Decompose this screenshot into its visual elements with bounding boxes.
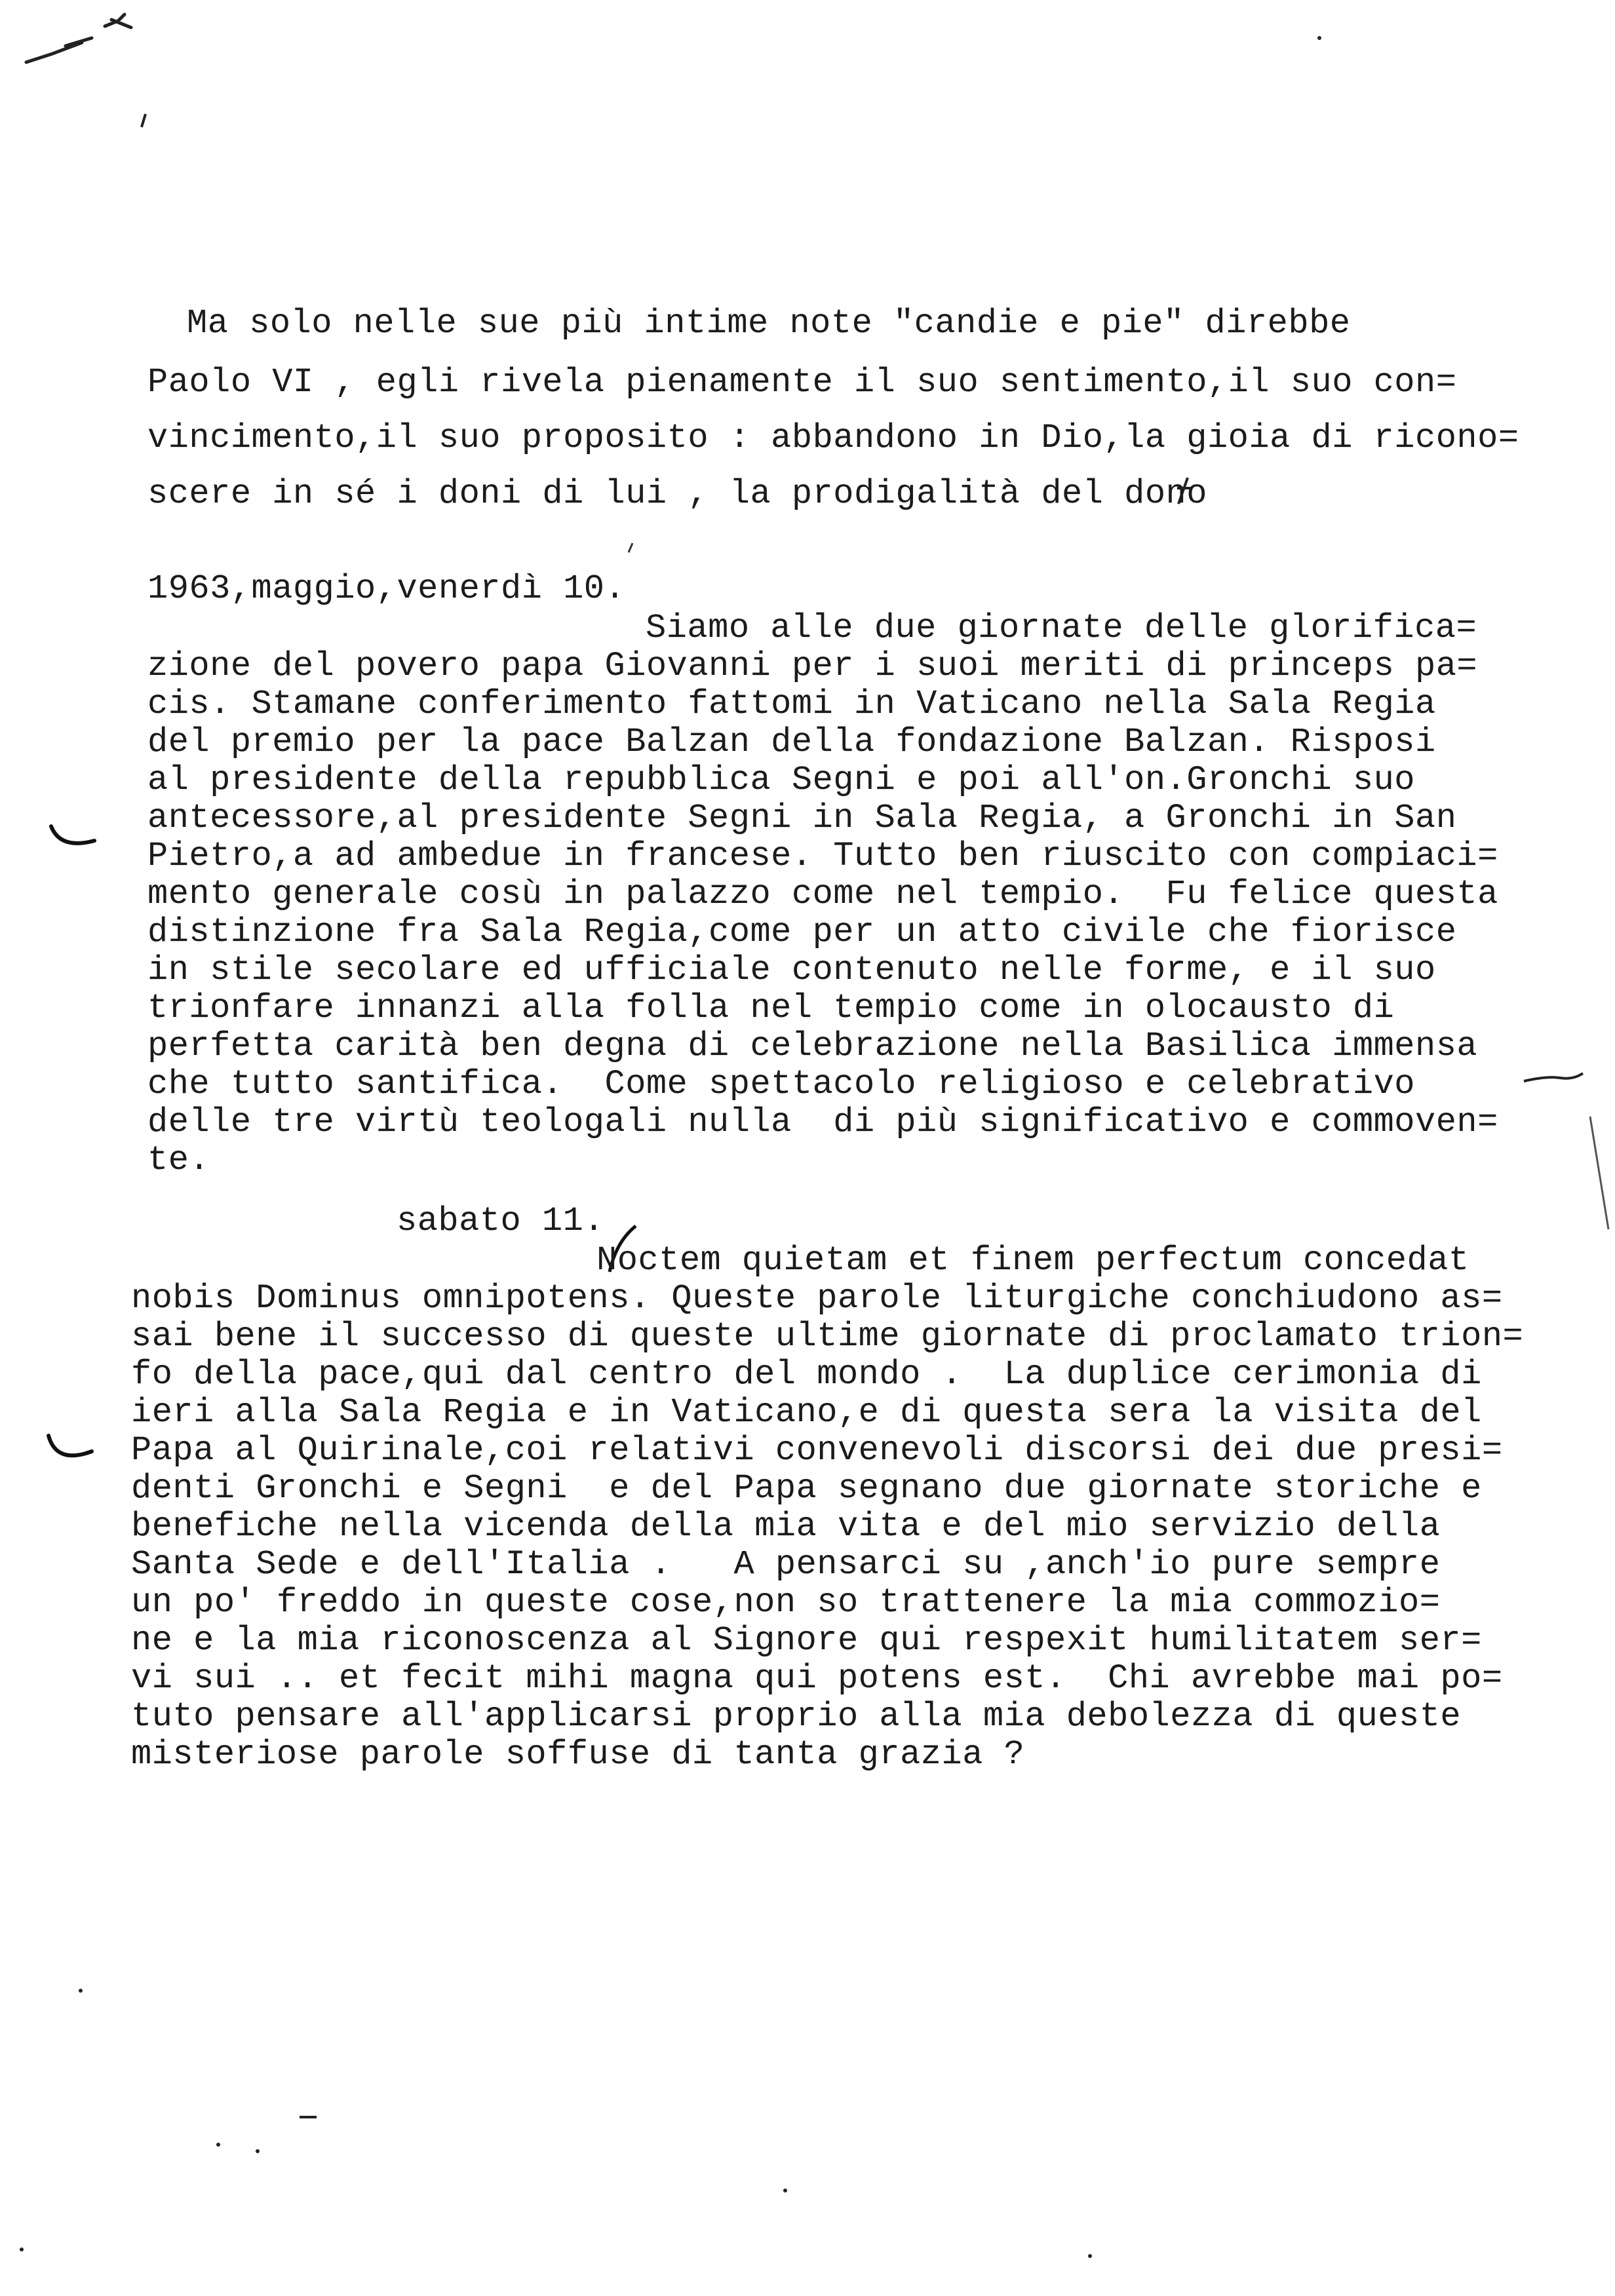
entry1-line: del premio per la pace Balzan della fondazione Balzan. Risposi xyxy=(147,723,1436,761)
entry2-line: Noctem quietam et finem perfectum concedat xyxy=(596,1241,1469,1280)
intro-line-1: Ma solo nelle sue più intime note "candie e pie" direbbe xyxy=(187,304,1351,343)
entry2-line: Papa al Quirinale,coi relativi convenevoli discorsi dei due presi= xyxy=(131,1431,1503,1470)
right-edge-line xyxy=(1586,1114,1612,1232)
entry1-line: antecessore,al presidente Segni in Sala Regia, a Gronchi in San xyxy=(147,799,1457,837)
entry2-line: tuto pensare all'applicarsi proprio alla mia debolezza di queste xyxy=(131,1697,1462,1736)
entry1-line: delle tre virtù teologali nulla di più significativo e commoven= xyxy=(147,1103,1498,1141)
stray-dot xyxy=(256,2149,260,2153)
stray-dot xyxy=(783,2189,787,2192)
entry2-line: denti Gronchi e Segni e del Papa segnano due giornate storiche e xyxy=(131,1469,1482,1508)
entry2-line: fo della pace,qui dal centro del mondo . La duplice cerimonia di xyxy=(131,1355,1482,1394)
entry2-line: un po' freddo in queste cose,non so trattenere la mia commozio= xyxy=(131,1583,1441,1622)
entry1-line: Siamo alle due giornate delle glorifica= xyxy=(646,609,1477,647)
entry1-line: mento generale cosù in palazzo come nel tempio. Fu felice questa xyxy=(147,875,1498,913)
intro-line-4: scere in sé i doni di lui , la prodigalità del dono xyxy=(147,474,1207,513)
intro-line-3: vincimento,il suo proposito : abbandono in Dio,la gioia di ricono= xyxy=(147,419,1519,457)
entry2-line: misteriose parole soffuse di tanta grazia ? xyxy=(131,1735,1025,1774)
stray-dot xyxy=(1317,36,1321,40)
entry1-line: zione del povero papa Giovanni per i suoi meriti di princeps pa= xyxy=(147,647,1478,685)
stray-dot xyxy=(216,2143,220,2147)
corner-scribble xyxy=(20,7,138,79)
stray-dot xyxy=(79,1989,83,1993)
intro-line-2: Paolo VI , egli rivela pienamente il suo sentimento,il suo con= xyxy=(147,363,1457,402)
stray-dot xyxy=(1088,2254,1092,2258)
entry2-line: ne e la mia riconoscenza al Signore qui respexit humilitatem ser= xyxy=(131,1621,1482,1660)
entry1-line: che tutto santifica. Come spettacolo religioso e celebrativo xyxy=(147,1065,1416,1103)
margin-bracket-1 xyxy=(47,822,100,855)
date-tick xyxy=(619,541,639,567)
entry1-line: cis. Stamane conferimento fattomi in Vaticano nella Sala Regia xyxy=(147,685,1436,723)
entry2-date: sabato 11. xyxy=(397,1202,605,1240)
margin-bracket-2 xyxy=(45,1432,97,1471)
entry2-line: ieri alla Sala Regia e in Vaticano,e di questa sera la visita del xyxy=(131,1393,1482,1432)
entry2-line: vi sui .. et fecit mihi magna qui potens est. Chi avrebbe mai po= xyxy=(131,1659,1503,1698)
entry1-line: trionfare innanzi alla folla nel tempio come in olocausto di xyxy=(147,989,1395,1027)
entry1-line: al presidente della repubblica Segni e poi all'on.Gronchi suo xyxy=(147,761,1416,799)
entry1-line: te. xyxy=(147,1141,210,1179)
entry2-line: Santa Sede e dell'Italia . A pensarci su ,anch'io pure sempre xyxy=(131,1545,1441,1584)
right-margin-dash xyxy=(1521,1068,1586,1088)
entry2-line: nobis Dominus omnipotens. Queste parole liturgiche conchiudono as= xyxy=(131,1279,1503,1318)
stray-dash xyxy=(298,2113,318,2121)
margin-tick xyxy=(138,111,151,131)
entry2-line: sai bene il successo di queste ultime giornate di proclamato trion= xyxy=(131,1317,1524,1356)
entry1-line: Pietro,a ad ambedue in francese. Tutto ben riuscito con compiaci= xyxy=(147,837,1498,875)
entry1-line: perfetta carità ben degna di celebrazione nella Basilica immensa xyxy=(147,1027,1478,1065)
entry1-date: 1963,maggio,venerdì 10. xyxy=(147,569,626,608)
entry1-line: distinzione fra Sala Regia,come per un atto civile che fiorisce xyxy=(147,913,1457,951)
entry1-line: in stile secolare ed ufficiale contenuto nelle forme, e il suo xyxy=(147,951,1436,989)
stray-dot xyxy=(20,2248,24,2251)
entry2-line: benefiche nella vicenda della mia vita e del mio servizio della xyxy=(131,1507,1441,1546)
